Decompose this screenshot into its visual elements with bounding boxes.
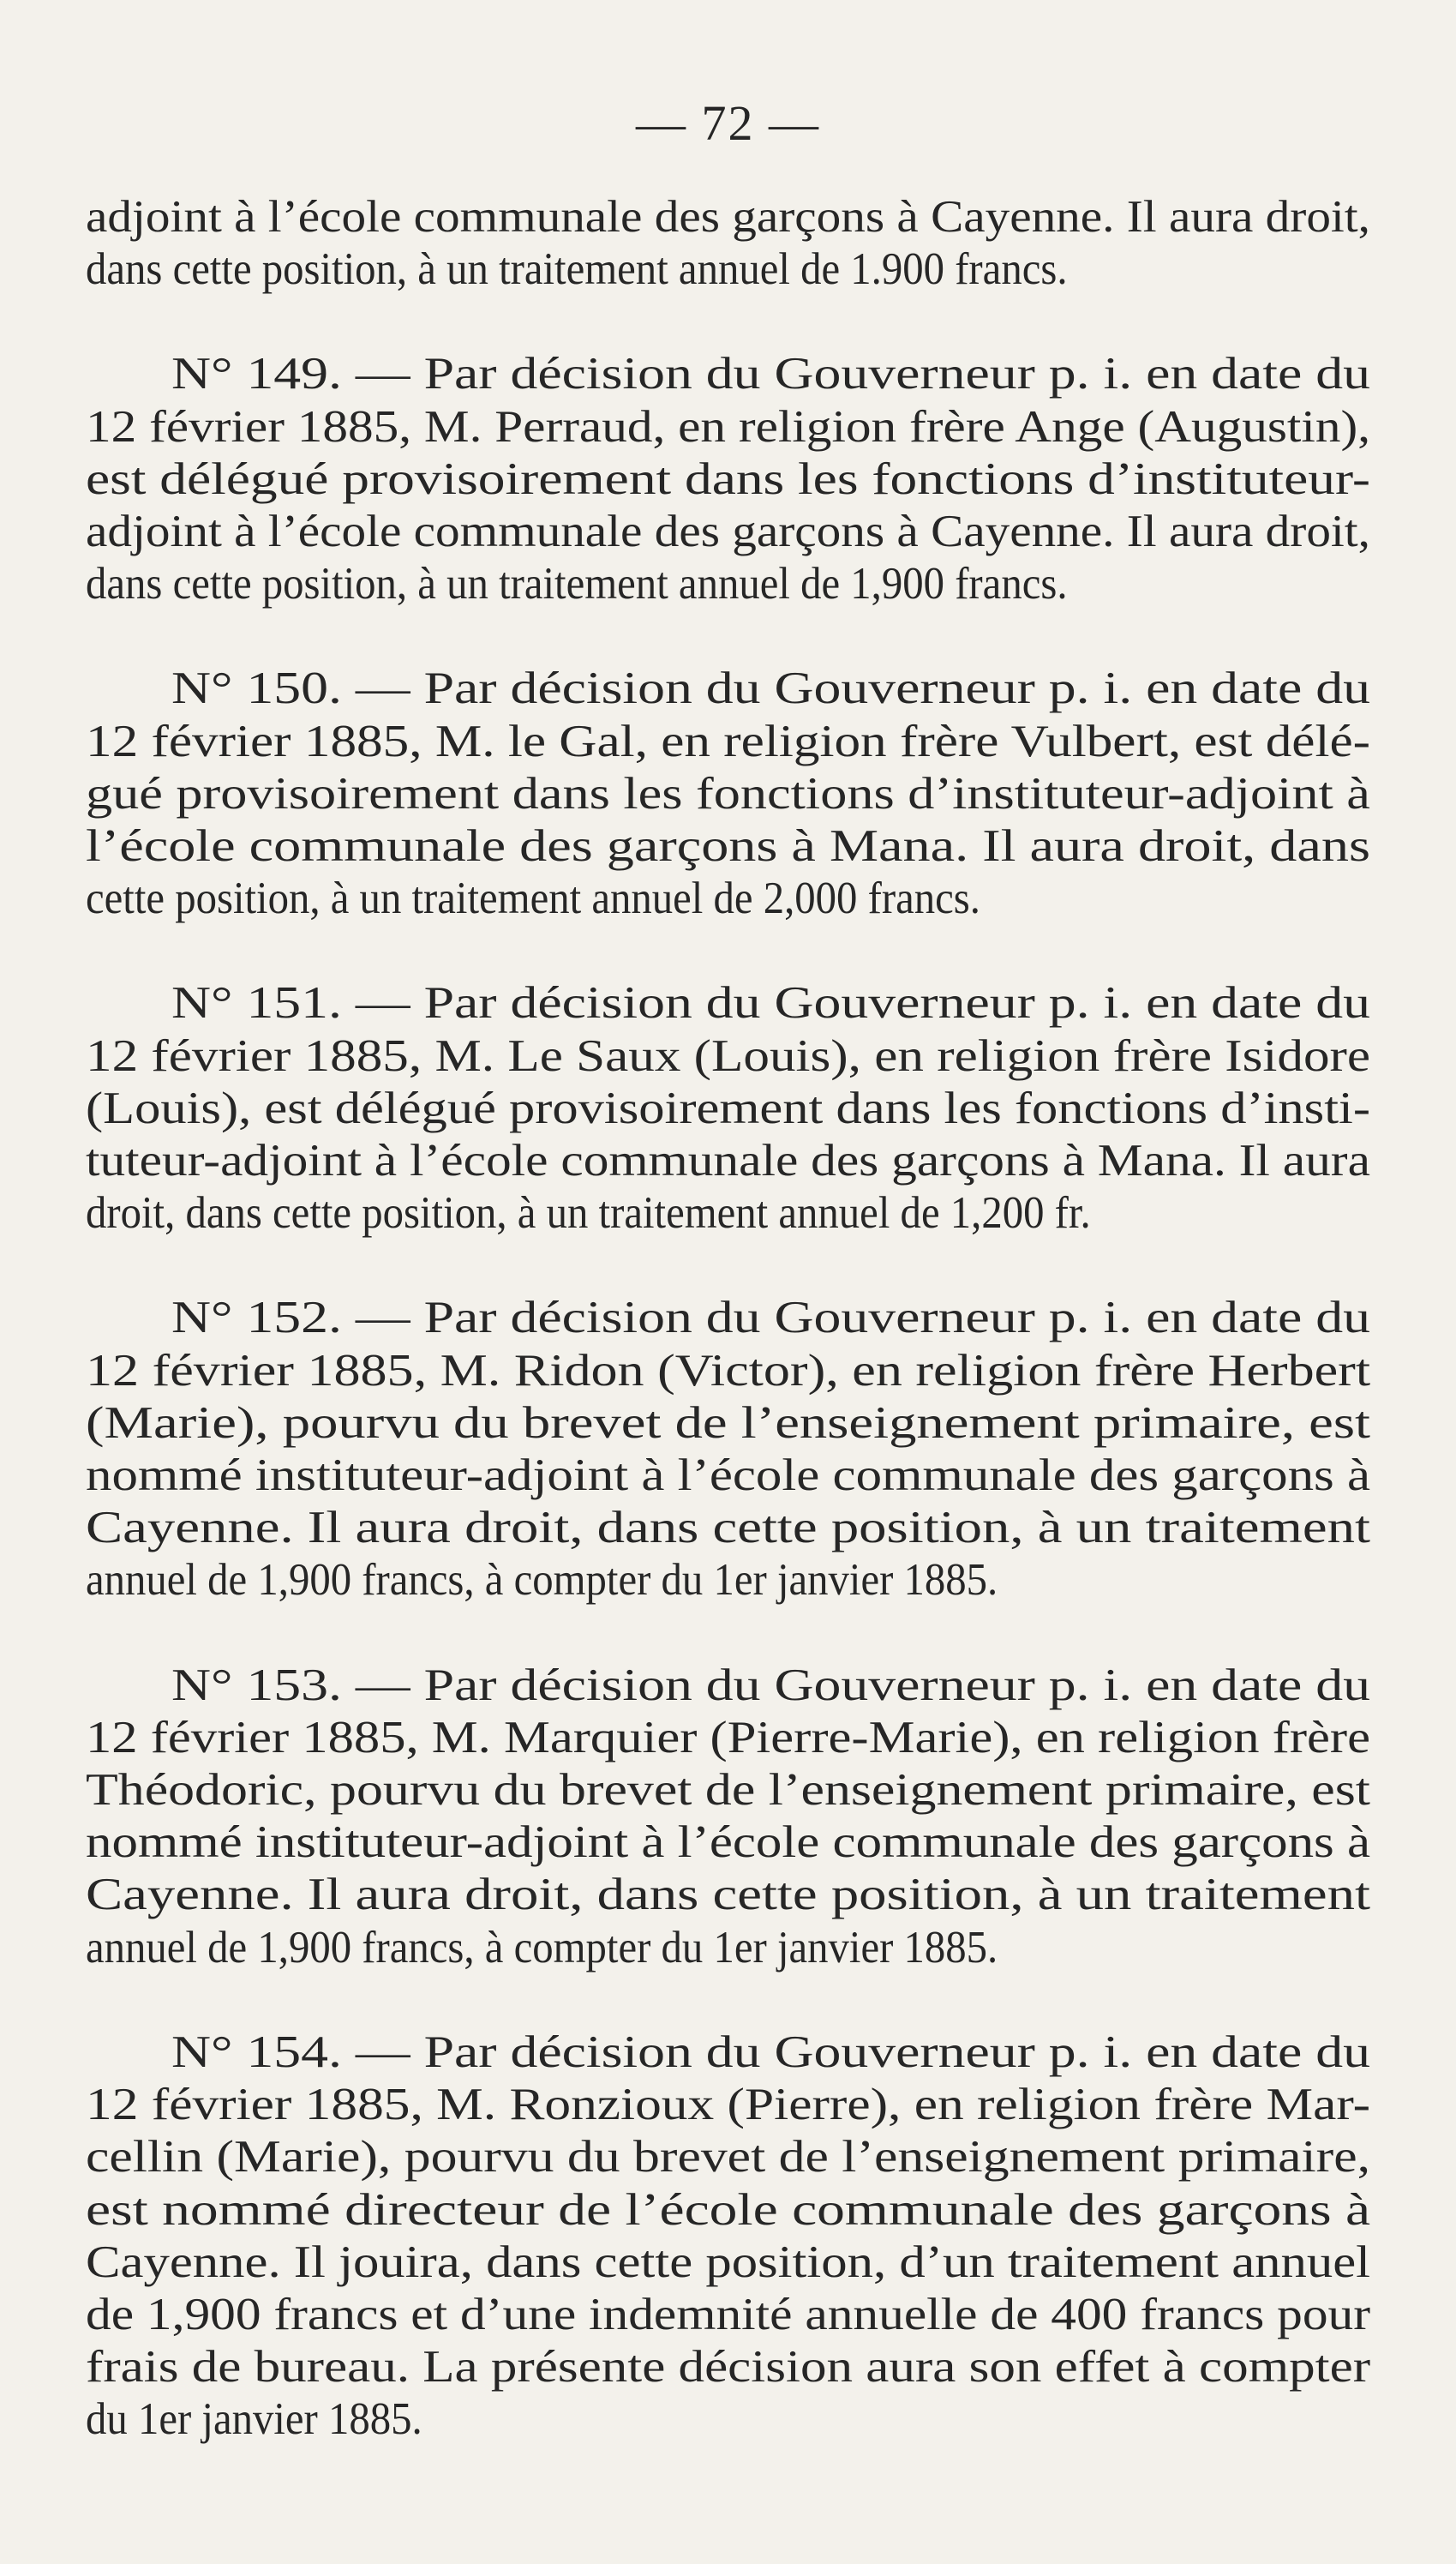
text-line: Cayenne. Il jouira, dans cette position, d’un traitement annuel [86,2237,1370,2287]
text-line: 12 février 1885, M. Ridon (Victor), en religion frère Herbert [86,1345,1370,1396]
text-line: dans cette position, à un traitement annuel de 1.900 francs. [86,244,1068,295]
text-line: 12 février 1885, M. Perraud, en religion frère Ange (Augustin), [86,401,1370,452]
paragraph-gap [86,610,1370,663]
text-line: est délégué provisoirement dans les fonctions d’instituteur- [86,453,1370,504]
text-line: Cayenne. Il aura droit, dans cette position, à un traitement [86,1503,1370,1553]
text-line: cette position, à un traitement annuel de 2,000 francs. [86,874,980,924]
paragraph-gap [86,296,1370,348]
text-line: Théodoric, pourvu du brevet de l’enseignement primaire, est [86,1765,1370,1816]
text-line: cellin (Marie), pourvu du brevet de l’enseignement primaire, [86,2132,1370,2183]
text-line: N° 149. — Par décision du Gouverneur p. i. en date du [171,349,1370,399]
text-line: 12 février 1885, M. Ronzioux (Pierre), en religion frère Mar- [86,2080,1370,2130]
text-line: N° 152. — Par décision du Gouverneur p. i. en date du [171,1293,1370,1343]
text-line: (Louis), est délégué provisoirement dans les fonctions d’insti- [86,1083,1370,1133]
text-line: annuel de 1,900 francs, à compter du 1er janvier 1885. [86,1922,998,1973]
page-number: — 72 — [636,95,820,151]
text-line: Cayenne. Il aura droit, dans cette position, à un traitement [86,1870,1370,1920]
text-line: dans cette position, à un traitement annuel de 1,900 francs. [86,559,1068,609]
text-line: annuel de 1,900 francs, à compter du 1er janvier 1885. [86,1555,998,1606]
text-line: est nommé directeur de l’école communale des garçons à [86,2184,1370,2235]
text-line: (Marie), pourvu du brevet de l’enseignement primaire, est [86,1397,1370,1448]
text-line: l’école communale des garçons à Mana. Il aura droit, dans [86,821,1370,872]
text-line: du 1er janvier 1885. [86,2394,422,2445]
body-text [86,191,1370,2447]
text-line: nommé instituteur-adjoint à l’école communale des garçons à [86,1450,1370,1501]
text-line: adjoint à l’école communale des garçons à Cayenne. Il aura droit, [86,192,1370,242]
text-line: frais de bureau. La présente décision aura son effet à compter [86,2342,1370,2393]
text-line: droit, dans cette position, à un traitement annuel de 1,200 fr. [86,1188,1091,1239]
paragraph-gap [86,925,1370,977]
text-line: gué provisoirement dans les fonctions d’instituteur-adjoint à [86,768,1370,819]
text-line: N° 154. — Par décision du Gouverneur p. i. en date du [171,2027,1370,2077]
text-line: tuteur-adjoint à l’école communale des garçons à Mana. Il aura [86,1136,1370,1186]
text-line: N° 151. — Par décision du Gouverneur p. i. en date du [171,978,1370,1029]
paragraph-gap [86,1974,1370,2027]
text-line: N° 150. — Par décision du Gouverneur p. i. en date du [171,664,1370,714]
text-line: de 1,900 francs et d’une indemnité annuelle de 400 francs pour [86,2289,1370,2339]
text-line: N° 153. — Par décision du Gouverneur p. i. en date du [171,1660,1370,1710]
text-line: nommé instituteur-adjoint à l’école communale des garçons à [86,1817,1370,1868]
text-line: 12 février 1885, M. Le Saux (Louis), en religion frère Isidore [86,1030,1370,1081]
text-line: 12 février 1885, M. le Gal, en religion frère Vulbert, est délé- [86,716,1370,766]
text-line: adjoint à l’école communale des garçons à Cayenne. Il aura droit, [86,507,1370,557]
paragraph-gap [86,1607,1370,1660]
paragraph-gap [86,1240,1370,1292]
text-line: 12 février 1885, M. Marquier (Pierre-Marie), en religion frère [86,1712,1370,1762]
